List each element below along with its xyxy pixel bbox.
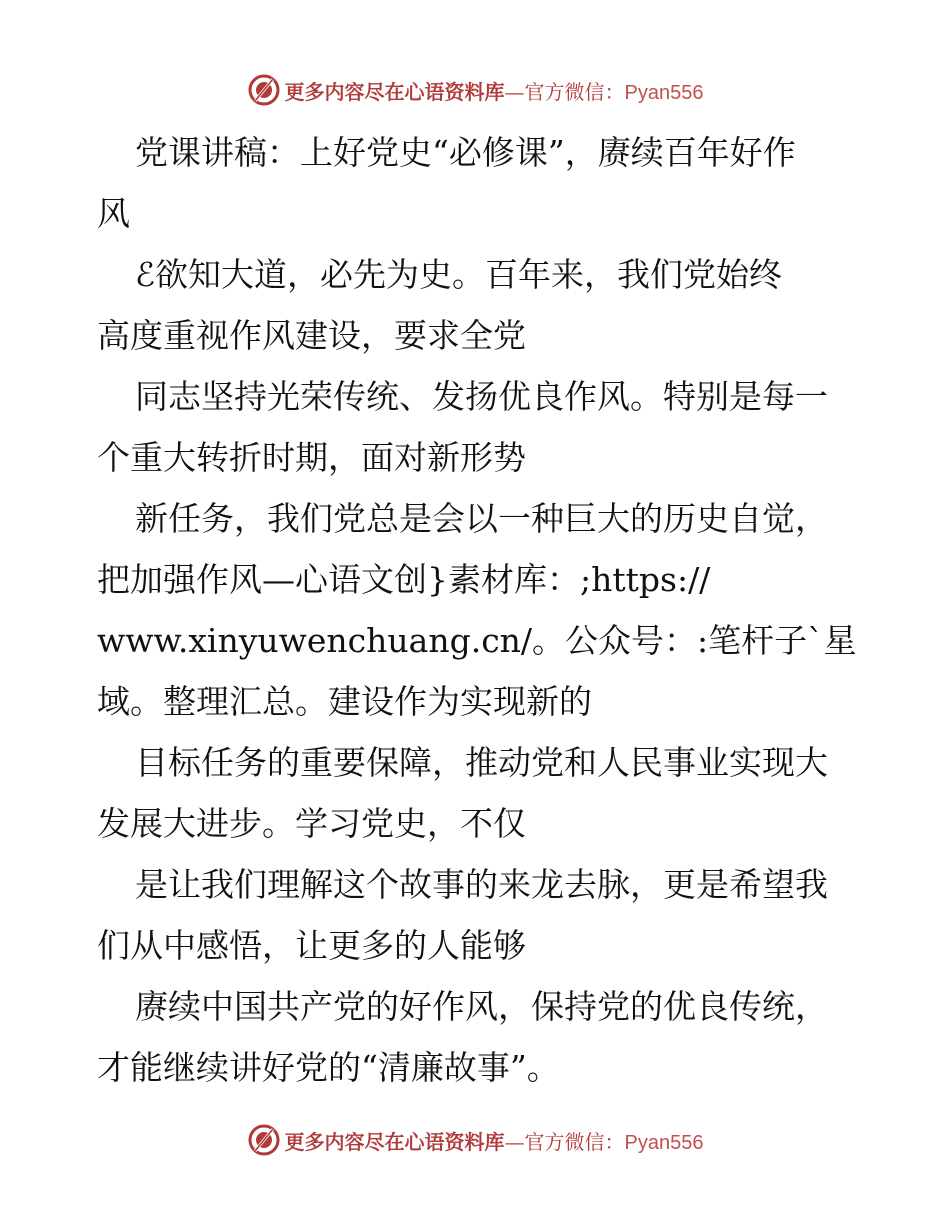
header-banner — [0, 70, 950, 110]
flourish-icon: ℰ — [135, 255, 155, 294]
banner-dash: — — [504, 1129, 525, 1154]
document-body — [97, 122, 857, 1098]
banner-wechat-label: 官方微信： — [524, 79, 625, 104]
paragraph-text: 欲知大道，必先为史。百年来，我们党始终 — [154, 255, 782, 294]
banner-dash: — — [504, 79, 525, 104]
paragraph-line: 个重大转折时期，面对新形势 — [97, 438, 526, 477]
paragraph-line: 们从中感悟，让更多的人能够 — [97, 926, 526, 965]
title-line-2: 风 — [97, 194, 130, 233]
banner-slogan: 更多内容尽在心语资料库 — [284, 79, 505, 104]
paragraph-line: www.xinyuwenchuang.cn/。公众号：:笔杆子`星 — [97, 621, 857, 660]
paragraph-line: 高度重视作风建设，要求全党 — [97, 316, 526, 355]
paragraph-line: 赓续中国共产党的好作风，保持党的优良传统， — [135, 987, 828, 1026]
paragraph-line: 发展大进步。学习党史，不仅 — [97, 804, 526, 843]
paragraph-line: 是让我们理解这个故事的来龙去脉，更是希望我 — [135, 865, 828, 904]
paragraph-line: 目标任务的重要保障，推动党和人民事业实现大 — [135, 743, 828, 782]
banner-wechat-id: Pyan556 — [624, 1131, 704, 1154]
paragraph-line: 域。整理汇总。建设作为实现新的 — [97, 682, 592, 721]
paragraph-line: 新任务，我们党总是会以一种巨大的历史自觉， — [135, 499, 828, 538]
pen-logo-icon — [247, 1123, 281, 1157]
footer-banner — [0, 1120, 950, 1160]
title-line-1: 党课讲稿：上好党史“必修课”，赓续百年好作 — [135, 133, 796, 172]
paragraph-line: 同志坚持光荣传统、发扬优良作风。特别是每一 — [135, 377, 828, 416]
banner-slogan: 更多内容尽在心语资料库 — [284, 1129, 505, 1154]
paragraph-line: 把加强作风—心语文创}素材库：;https:// — [97, 560, 711, 599]
pen-logo-icon — [247, 73, 281, 107]
banner-wechat-id: Pyan556 — [624, 81, 704, 104]
paragraph-line — [97, 244, 857, 305]
banner-wechat-label: 官方微信： — [524, 1129, 625, 1154]
paragraph-line: 才能继续讲好党的“清廉故事”。 — [97, 1048, 560, 1087]
